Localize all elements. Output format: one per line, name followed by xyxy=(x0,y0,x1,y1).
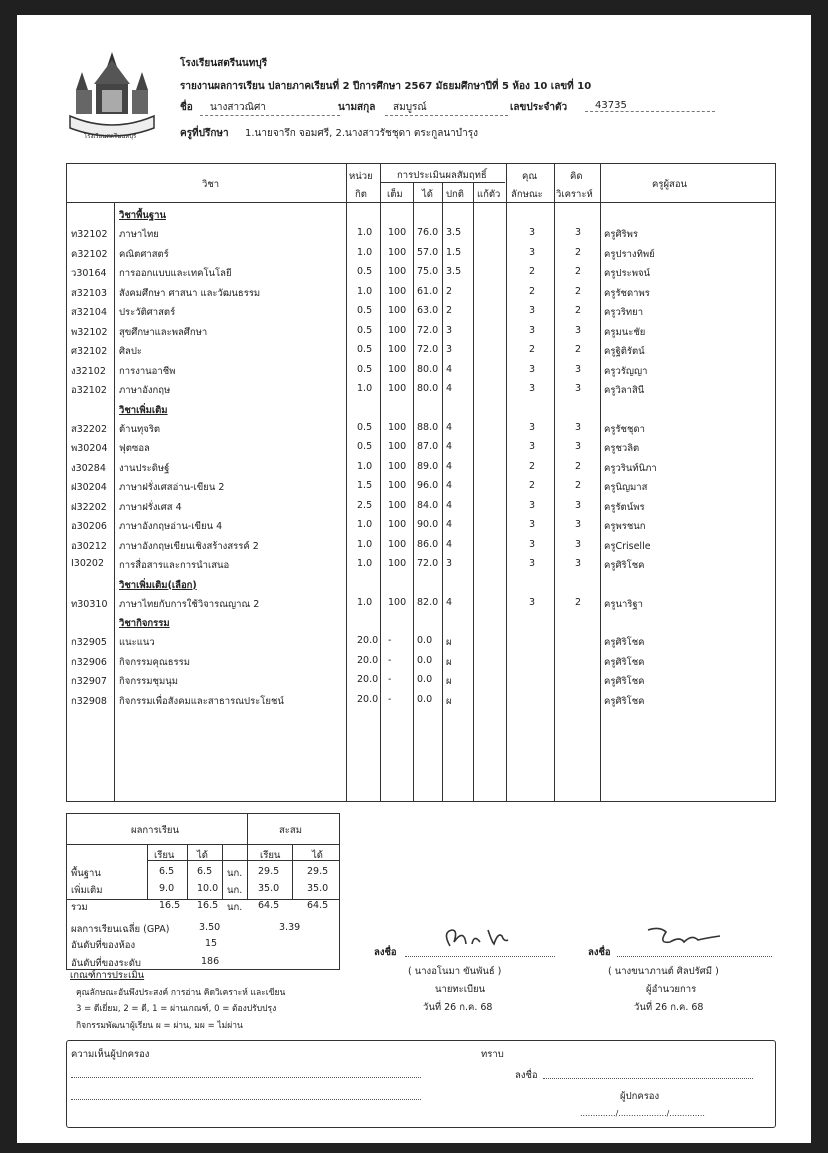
header-full: เต็ม xyxy=(387,189,403,200)
grade-row: ก32908 กิจกรรมเพื่อสังคมและสาธารณประโยชน์ 20.0 - 0.0 ผ ครูศิริโชค xyxy=(71,693,645,707)
name-value: นางสาวณิศา xyxy=(200,100,340,116)
registrar-sign-label: ลงชื่อ xyxy=(374,947,397,958)
summary-result-header: ผลการเรียน xyxy=(131,825,179,836)
grade-row: I30202 การสื่อสารและการนำเสนอ 1.0 100 72.0 3 3 3 ครูศิริโชค xyxy=(71,558,645,571)
header-think-2: วิเคราะห์ xyxy=(556,189,593,200)
grade-row: ส32202 ต้านทุจริต 0.5 100 88.0 4 3 3 ครูรัชชุดา xyxy=(71,421,645,435)
header-eval-group: การประเมินผลสัมฤทธิ์ xyxy=(397,170,487,181)
grade-row: ส32103 สังคมศึกษา ศาสนา และวัฒนธรรม 1.0 100 61.0 2 2 2 ครูรัชดาพร xyxy=(71,285,650,299)
summary-cell: 9.0 xyxy=(159,883,175,894)
grade-row: อ32102 ภาษาอังกฤษ 1.0 100 80.0 4 3 3 ครูวิลาสินี xyxy=(71,383,645,396)
rank-level: 186 xyxy=(201,956,220,967)
rank-level-label: อันดับที่ของระดับ xyxy=(71,958,141,969)
parent-date: ............../.................../.............. xyxy=(580,1109,705,1118)
summary-acc-header: สะสม xyxy=(279,825,302,836)
registrar-date: วันที่ 26 ก.ค. 68 xyxy=(423,1002,493,1013)
parent-sign-line[interactable] xyxy=(543,1078,753,1079)
gpa-term: 3.50 xyxy=(199,922,221,933)
grade-row: พ30204 ฟุตซอล 0.5 100 87.0 4 3 3 ครูชวลิต xyxy=(71,441,640,454)
summary-learn-header: เรียน xyxy=(154,850,175,861)
director-sign-label: ลงชื่อ xyxy=(588,947,611,958)
director-role: ผู้อำนวยการ xyxy=(646,984,697,995)
header-got: ได้ xyxy=(422,189,433,200)
section-title: วิชาพื้นฐาน xyxy=(119,210,166,221)
grade-row: ง30284 งานประดิษฐ์ 1.0 100 89.0 4 2 2 ครูวรินท์นิภา xyxy=(71,460,657,474)
parent-sign-label: ลงชื่อ xyxy=(515,1070,538,1081)
surname-value: สมบูรณ์ xyxy=(385,100,508,116)
rank-room-label: อันดับที่ของห้อง xyxy=(71,940,136,951)
criteria-line-2: 3 = ดีเยี่ยม, 2 = ดี, 1 = ผ่านเกณฑ์, 0 = ต้องปรับปรุง xyxy=(76,1004,277,1014)
summary-acc-got-header: ได้ xyxy=(312,850,323,861)
grade-row: ก32907 กิจกรรมชุมนุม 20.0 - 0.0 ผ ครูศิริโชค xyxy=(71,674,645,687)
summary-cell: รวม xyxy=(71,902,88,913)
summary-table xyxy=(66,813,340,970)
parent-role: ผู้ปกครอง xyxy=(620,1091,660,1102)
summary-cell: นก. xyxy=(227,868,243,879)
summary-cell: 35.0 xyxy=(258,883,280,894)
grade-row: ก32906 กิจกรรมคุณธรรม 20.0 - 0.0 ผ ครูศิริโชค xyxy=(71,654,645,668)
rank-room: 15 xyxy=(205,938,218,949)
header-unit-2: กิต xyxy=(355,189,367,200)
grade-row: ท32102 ภาษาไทย 1.0 100 76.0 3.5 3 3 ครูศิริพร xyxy=(71,227,638,240)
summary-cell: เพิ่มเติม xyxy=(71,885,103,896)
parent-opinion-line-1[interactable] xyxy=(71,1077,421,1078)
grade-row: ฝ30204 ภาษาฝรั่งเศสอ่าน-เขียน 2 1.5 100 96.0 4 2 2 ครูนิญมาส xyxy=(71,480,648,493)
grade-row: อ30212 ภาษาอังกฤษเขียนเชิงสร้างสรรค์ 2 1.0 100 86.0 4 3 3 ครูCriselle xyxy=(71,538,651,552)
parent-opinion-label: ความเห็นผู้ปกครอง xyxy=(71,1049,150,1060)
header-fix: แก้ตัว xyxy=(477,189,501,200)
header-char-2: ลักษณะ xyxy=(511,189,543,200)
director-date: วันที่ 26 ก.ค. 68 xyxy=(634,1002,704,1013)
gpa-label: ผลการเรียนเฉลี่ย (GPA) xyxy=(71,924,170,935)
grade-row: ส32104 ประวัติศาสตร์ 0.5 100 63.0 2 3 2 ครูวริทยา xyxy=(71,305,644,318)
logo-caption: โรงเรียนสตรีนนทบุรี xyxy=(84,133,137,140)
summary-acc-learn-header: เรียน xyxy=(260,850,281,861)
director-sign-line xyxy=(617,956,772,957)
header-think-1: คิด xyxy=(570,171,583,182)
grade-row: อ30206 ภาษาอังกฤษอ่าน-เขียน 4 1.0 100 90.0 4 3 3 ครูพรชนก xyxy=(71,519,646,532)
grades-table xyxy=(66,163,776,802)
registrar-signature xyxy=(438,922,518,956)
grade-row: ว30164 การออกแบบและเทคโนโลยี 0.5 100 75.0 3.5 2 2 ครูประพจน์ xyxy=(71,266,651,279)
summary-cell: 29.5 xyxy=(307,866,329,877)
summary-got-header: ได้ xyxy=(197,850,208,861)
director-signature xyxy=(640,922,730,952)
school-name: โรงเรียนสตรีนนทบุรี xyxy=(180,58,268,69)
parent-opinion-box xyxy=(66,1040,776,1128)
grade-row: ก32905 แนะแนว 20.0 - 0.0 ผ ครูศิริโชค xyxy=(71,635,645,648)
section-title: วิชาเพิ่มเติม xyxy=(119,404,168,416)
section-title: วิชากิจกรรม xyxy=(119,618,170,629)
summary-cell: 16.5 xyxy=(197,900,219,911)
header-char-1: คุณ xyxy=(522,171,538,182)
summary-cell: 29.5 xyxy=(258,866,280,877)
header-subject: วิชา xyxy=(202,179,220,190)
gpa-acc: 3.39 xyxy=(279,922,301,933)
summary-cell: 6.5 xyxy=(159,866,175,877)
registrar-name: ( นางอโนมา ขันพันธ์ ) xyxy=(408,966,502,977)
summary-cell: พื้นฐาน xyxy=(71,868,101,879)
advisor-value: 1.นายจารึก จอมศรี, 2.นางสาวรัชชุดา ตระกูลนาบำรุง xyxy=(245,128,478,139)
name-label: ชื่อ xyxy=(180,102,193,113)
registrar-sign-line xyxy=(405,956,555,957)
summary-cell: นก. xyxy=(227,885,243,896)
grade-row: พ32102 สุขศึกษาและพลศึกษา 0.5 100 72.0 3 3 3 ครูมนะชัย xyxy=(71,324,646,338)
header-teacher: ครูผู้สอน xyxy=(652,179,688,190)
report-title: รายงานผลการเรียน ปลายภาคเรียนที่ 2 ปีการศึกษา 2567 มัธยมศึกษาปีที่ 5 ห้อง 10 เลขที่ 10 xyxy=(180,81,592,92)
header-normal: ปกติ xyxy=(446,189,464,200)
parent-ack-label: ทราบ xyxy=(481,1049,504,1060)
director-name: ( นางขนาภานต์ ศิลปรัศมี ) xyxy=(608,966,719,977)
header-unit-1: หน่วย xyxy=(349,171,373,182)
criteria-line-1: คุณลักษณะอันพึงประสงค์ การอ่าน คิดวิเคราะห์ และเขียน xyxy=(76,988,286,998)
summary-cell: 6.5 xyxy=(197,866,213,877)
summary-cell: 16.5 xyxy=(159,900,181,911)
grade-row: ท30310 ภาษาไทยกับการใช้วิจารณญาณ 2 1.0 100 82.0 4 3 2 ครูนาริฐา xyxy=(71,596,643,610)
grade-row: ฝ32202 ภาษาฝรั่งเศส 4 2.5 100 84.0 4 3 3 ครูรัตน์พร xyxy=(71,499,645,513)
grade-row: ศ32102 ศิลปะ 0.5 100 72.0 3 2 2 ครูฐิติรัตน์ xyxy=(71,344,645,357)
grade-row: ค32102 คณิตศาสตร์ 1.0 100 57.0 1.5 3 2 ครูปรางทิพย์ xyxy=(71,246,655,260)
summary-cell: 64.5 xyxy=(307,900,329,911)
criteria-title: เกณฑ์การประเมิน xyxy=(70,970,145,981)
summary-cell: 10.0 xyxy=(197,883,219,894)
grade-row: ง32102 การงานอาชีพ 0.5 100 80.0 4 3 3 ครูวรัญญา xyxy=(71,363,648,377)
parent-opinion-line-2[interactable] xyxy=(71,1099,421,1100)
section-title: วิชาเพิ่มเติม(เลือก) xyxy=(119,579,197,591)
summary-cell: 35.0 xyxy=(307,883,329,894)
summary-cell: 64.5 xyxy=(258,900,280,911)
criteria-line-3: กิจกรรมพัฒนาผู้เรียน ผ = ผ่าน, มผ = ไม่ผ่าน xyxy=(76,1021,243,1031)
id-value: 43735 xyxy=(585,100,715,112)
id-label: เลขประจำตัว xyxy=(510,102,568,113)
advisor-label: ครูที่ปรึกษา xyxy=(180,128,229,139)
surname-label: นามสกุล xyxy=(338,102,376,113)
summary-cell: นก. xyxy=(227,902,243,913)
registrar-role: นายทะเบียน xyxy=(435,984,486,995)
school-logo xyxy=(68,50,156,142)
